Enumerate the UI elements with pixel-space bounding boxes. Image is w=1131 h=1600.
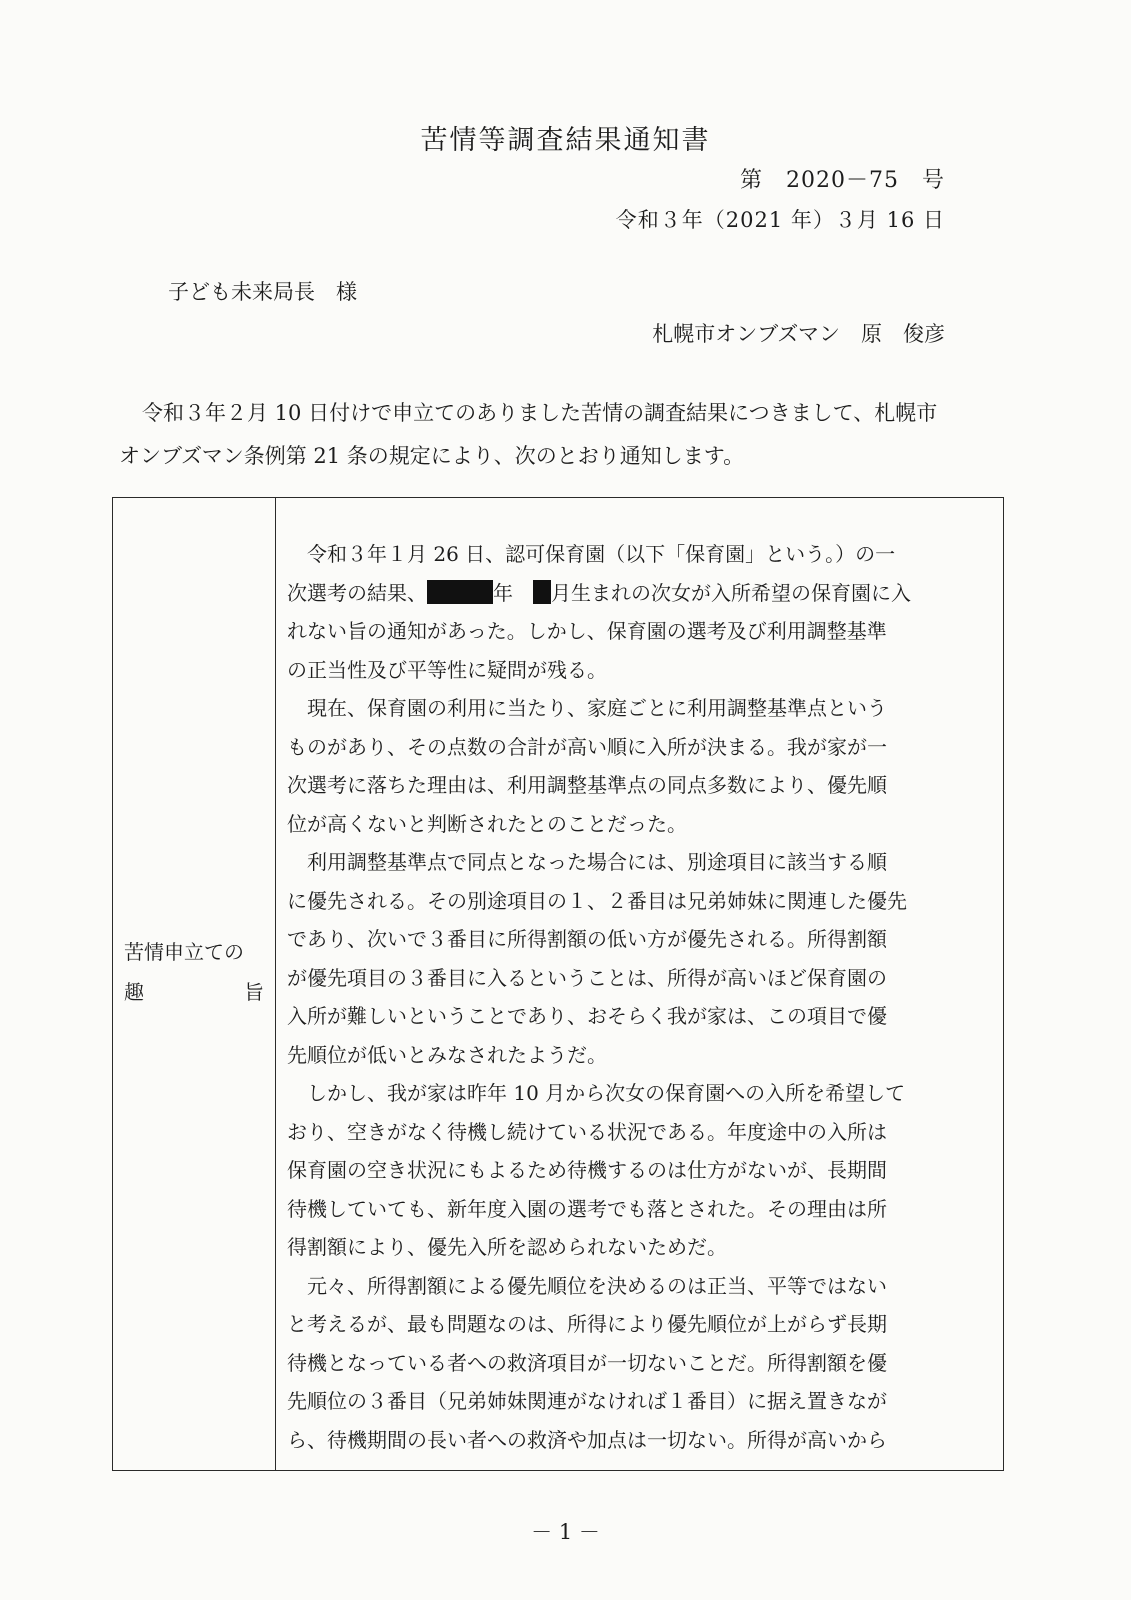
body-line: が優先項目の３番目に入るということは、所得が高いほど保育園の [287, 965, 887, 990]
body-line: しかし、我が家は昨年 10 月から次女の保育園への入所を希望して [307, 1081, 906, 1105]
label-line [124, 972, 264, 1012]
complaint-purpose-label [124, 932, 264, 1012]
document-title: 苦情等調査結果通知書 [420, 125, 711, 156]
body-line: 先順位の３番目（兄弟姉妹関連がなければ１番目）に据え置きなが [287, 1389, 887, 1413]
page-number: － 1 － [531, 1520, 600, 1544]
body-line: に優先される。その別途項目の１、２番目は兄弟姉妹に関連した優先 [287, 888, 907, 913]
body-line: ら、待機期間の長い者への救済や加点は一切ない。所得が高いから [287, 1427, 887, 1452]
redaction-block [533, 580, 551, 604]
body-line: おり、空きがなく待機し続けている状況である。年度途中の入所は [287, 1119, 887, 1144]
label-line: 苦情申立ての [124, 940, 244, 964]
body-line: 次選考に落ちた理由は、利用調整基準点の同点多数により、優先順 [287, 773, 887, 797]
body-line: 令和３年１月 26 日、認可保育園（以下「保育園」という。）の一 [307, 542, 896, 566]
label-char: 趣 [124, 980, 144, 1004]
body-line: 次選考の結果、 年 月生まれの次女が入所希望の保育園に入 [287, 580, 911, 605]
label-char: 旨 [244, 980, 264, 1004]
complaint-purpose-body [287, 535, 992, 1459]
body-line: 待機していても、新年度入園の選考でも落とされた。その理由は所 [287, 1196, 887, 1221]
intro-paragraph [119, 392, 1012, 478]
intro-line: オンブズマン条例第 21 条の規定により、次のとおり通知します。 [119, 444, 745, 468]
body-line: 利用調整基準点で同点となった場合には、別途項目に該当する順 [307, 850, 887, 874]
body-line: 得割額により、優先入所を認められないためだ。 [287, 1235, 727, 1259]
body-line: 保育園の空き状況にもよるため待機するのは仕方がないが、長期間 [287, 1158, 887, 1182]
addressee: 子ども未来局長 様 [168, 280, 357, 304]
body-line: であり、次いで３番目に所得割額の低い方が優先される。所得割額 [287, 927, 887, 951]
body-line: 元々、所得割額による優先順位を決めるのは正当、平等ではない [307, 1273, 887, 1298]
document-date: 令和３年（2021 年）３月 16 日 [615, 208, 945, 232]
body-line: ものがあり、その点数の合計が高い順に入所が決まる。我が家が一 [287, 734, 887, 759]
body-line: 現在、保育園の利用に当たり、家庭ごとに利用調整基準点という [307, 696, 887, 720]
body-line: と考えるが、最も問題なのは、所得により優先順位が上がらず長期 [287, 1312, 887, 1336]
body-line: の正当性及び平等性に疑問が残る。 [287, 657, 607, 682]
table-column-divider [275, 497, 276, 1471]
body-line: 先順位が低いとみなされたようだ。 [287, 1042, 607, 1067]
body-line: 入所が難しいということであり、おそらく我が家は、この項目で優 [287, 1004, 887, 1028]
document-number: 第 2020－75 号 [740, 168, 945, 193]
body-line: れない旨の通知があった。しかし、保育園の選考及び利用調整基準 [287, 619, 887, 643]
sender: 札幌市オンブズマン 原 俊彦 [652, 322, 945, 346]
body-line: 位が高くないと判断されたとのことだった。 [287, 811, 687, 836]
body-line: 待機となっている者への救済項目が一切ないことだ。所得割額を優 [287, 1350, 887, 1375]
redaction-block [427, 580, 493, 604]
intro-line: 令和３年２月 10 日付けで申立てのありました苦情の調査結果につきまして、札幌市 [142, 401, 938, 425]
